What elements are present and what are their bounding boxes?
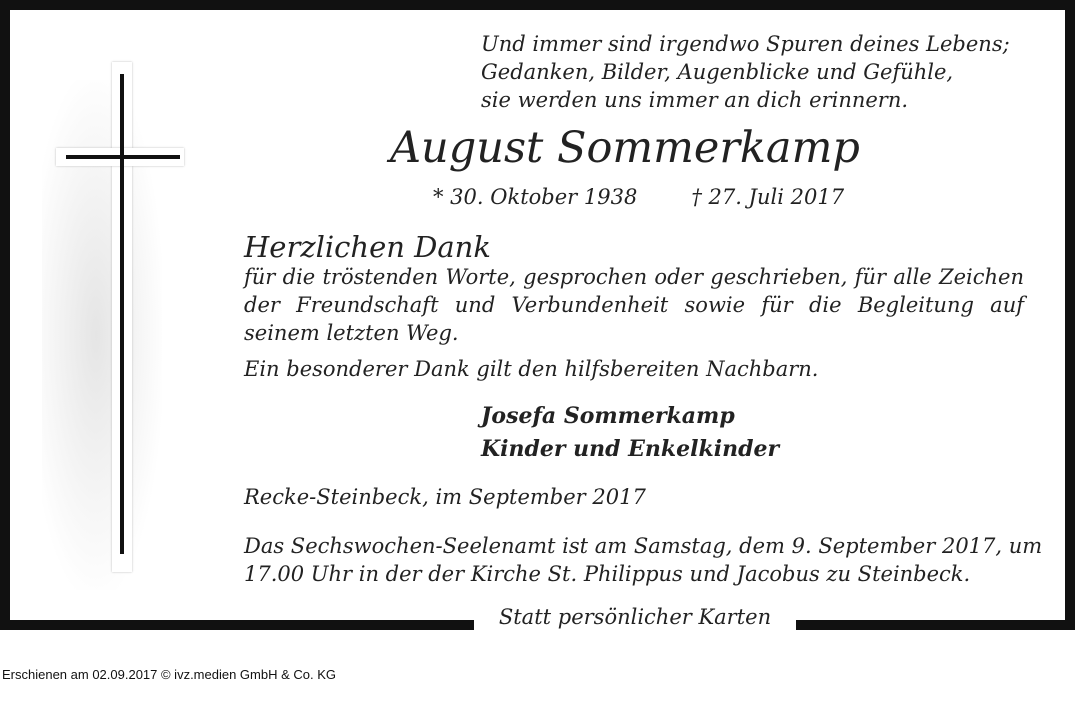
thanks-text: für die tröstenden Worte, gesprochen oder geschrieben, für alle Zeichen der Freundschaft und Verbundenheit sowie für die Begleitung auf seinem letzten Weg. <box>244 265 1024 345</box>
border-bottom-right <box>796 620 1075 630</box>
border-right <box>1065 0 1075 630</box>
closing-note: Statt persönlicher Karten <box>498 605 772 629</box>
special-thanks: Ein besonderer Dank gilt den hilfsbereiten Nachbarn. <box>244 357 819 381</box>
poem-line-1: Und immer sind irgendwo Spuren deines Lebens; <box>481 32 1010 56</box>
cross-icon <box>30 60 170 590</box>
publication-footer: Erschienen am 02.09.2017 © ivz.medien GmbH & Co. KG <box>2 667 337 682</box>
death-date: † 27. Juli 2017 <box>691 185 845 209</box>
signers <box>481 400 779 466</box>
deceased-name: August Sommerkamp <box>390 123 860 173</box>
poem <box>481 30 1010 114</box>
poem-line-3: sie werden uns immer an dich erinnern. <box>481 88 909 112</box>
signer-line-1: Josefa Sommerkamp <box>481 403 735 429</box>
border-left <box>0 0 10 630</box>
mass-notice: Das Sechswochen-Seelenamt ist am Samstag, dem 9. September 2017, um 17.00 Uhr in der der Kirche St. Philippus und Jacobus zu Steinbeck. <box>244 534 1043 586</box>
birth-date: * 30. Oktober 1938 <box>433 185 638 209</box>
signer-line-2: Kinder und Enkelkinder <box>481 436 780 462</box>
poem-line-2: Gedanken, Bilder, Augenblicke und Gefühle, <box>481 60 954 84</box>
thanks-title: Herzlichen Dank <box>244 230 491 264</box>
border-top <box>0 0 1075 10</box>
cross-vertical-bar <box>120 74 124 554</box>
border-bottom-left <box>0 620 474 630</box>
life-dates <box>433 183 844 211</box>
cross-horizontal-bar <box>66 155 180 159</box>
place-date: Recke-Steinbeck, im September 2017 <box>244 485 646 509</box>
